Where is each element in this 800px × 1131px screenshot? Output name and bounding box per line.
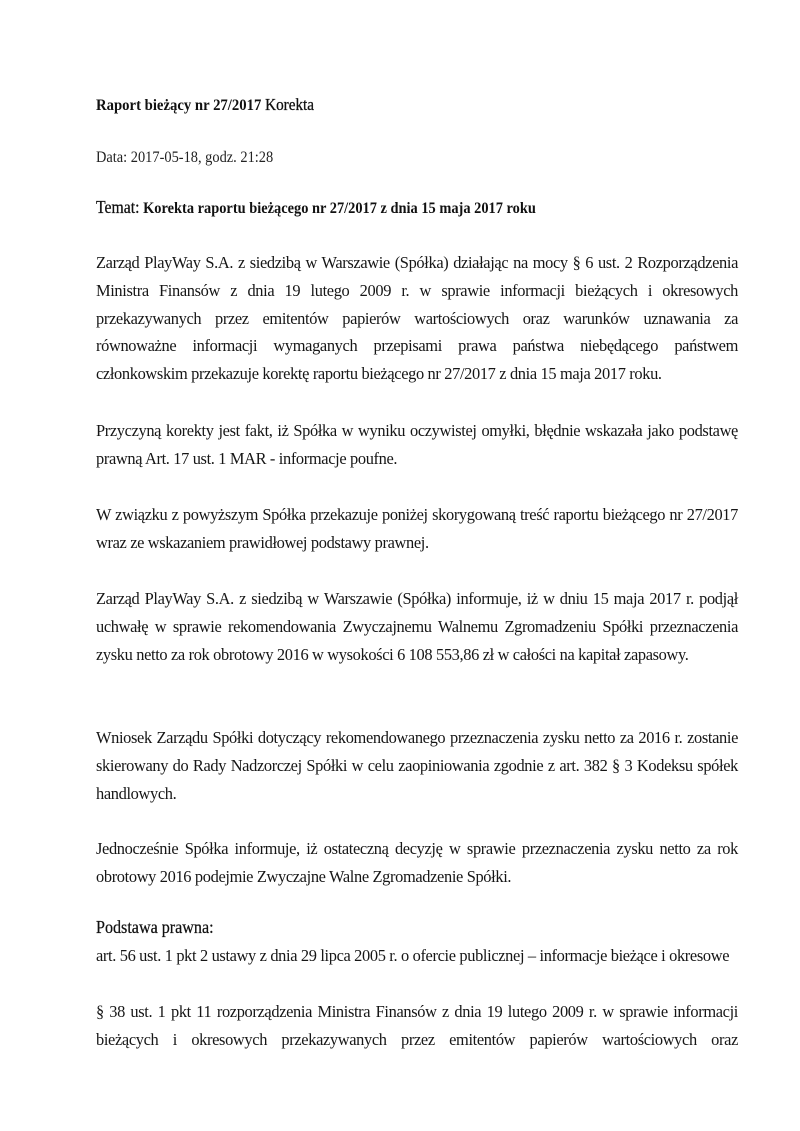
paragraph-supervisory-board: Wniosek Zarządu Spółki dotyczący rekomendowanego przeznaczenia zysku netto za 2016 r. zostanie skierowany do Rady Nadzorczej Spółki w celu zaopiniowania zgodnie z art. 382 § 3 Kodeksu spółek handlowych. <box>96 728 738 803</box>
legal-basis-heading: Podstawa prawna: <box>96 917 214 937</box>
report-subject <box>96 197 536 218</box>
paragraph-corrected-content-intro: W związku z powyższym Spółka przekazuje poniżej skorygowaną treść raportu bieżącego nr 27/2017 wraz ze wskazaniem prawidłowej podstawy prawnej. <box>96 505 738 552</box>
subject-text: Korekta raportu bieżącego nr 27/2017 z dnia 15 maja 2017 roku <box>139 200 536 217</box>
paragraph-general-meeting: Jednocześnie Spółka informuje, iż ostateczną decyzję w sprawie przeznaczenia zysku netto za rok obrotowy 2016 podejmie Zwyczajne Walne Zgromadzenie Spółki. <box>96 839 738 886</box>
report-title-correction: Korekta <box>261 95 315 114</box>
paragraph-board-resolution: Zarząd PlayWay S.A. z siedzibą w Warszawie (Spółka) informuje, iż w dniu 15 maja 2017 r. podjął uchwałę w sprawie rekomendowania Zwyczajnemu Walnemu Zgromadzeniu Spółki przeznaczenia zysku netto za rok obrotowy 2016 w wysokości 6 108 553,86 zł w całości na kapitał zapasowy. <box>96 589 738 664</box>
report-title-main: Raport bieżący nr 27/2017 <box>96 97 262 114</box>
legal-basis-item: § 38 ust. 1 pkt 11 rozporządzenia Ministra Finansów z dnia 19 lutego 2009 r. w sprawie informacji bieżących i okresowych przekazywanych przez emitentów papierów wartościowych oraz <box>96 1002 738 1049</box>
report-title <box>96 95 314 115</box>
subject-label: Temat: <box>96 197 140 217</box>
report-date: Data: 2017-05-18, godz. 21:28 <box>96 149 274 166</box>
paragraph-correction-reason: Przyczyną korekty jest fakt, iż Spółka w wyniku oczywistej omyłki, błędnie wskazała jako podstawę prawną Art. 17 ust. 1 MAR - informacje poufne. <box>96 421 738 468</box>
legal-basis-item: art. 56 ust. 1 pkt 2 ustawy z dnia 29 lipca 2005 r. o ofercie publicznej – informacje bieżące i okresowe <box>96 946 730 965</box>
paragraph-correction-notice: Zarząd PlayWay S.A. z siedzibą w Warszawie (Spółka) działając na mocy § 6 ust. 2 Rozporządzenia Ministra Finansów z dnia 19 lutego 2009 r. w sprawie informacji bieżących i okresowych przekazywanych przez emitentów papierów wartościowych oraz warunków uznawania za równoważne informacji wymaganych przepisami prawa państwa niebędącego państwem członkowskim przekazuje korektę raportu bieżącego nr 27/2017 z dnia 15 maja 2017 roku. <box>96 253 738 384</box>
